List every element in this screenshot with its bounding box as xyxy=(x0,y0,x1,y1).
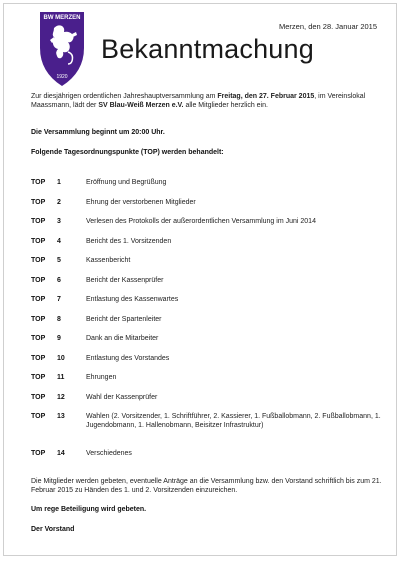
logo-text-top: BW MERZEN xyxy=(43,15,81,21)
closing-request: Um rege Beteiligung wird gebeten. xyxy=(31,506,147,513)
agenda-heading: Folgende Tagesordnungspunkte (TOP) werden behandelt: xyxy=(31,149,224,156)
motions-note: Die Mitglieder werden gebeten, eventuelle Anträge an die Versammlung bzw. den Vorstand schriftlich bis zum 21. Februar 2015 zu Händen des 1. und 2. Vorsitzenden einzureichen. xyxy=(31,478,382,494)
document-date: Merzen, den 28. Januar 2015 xyxy=(279,22,377,31)
signature: Der Vorstand xyxy=(31,526,75,533)
meeting-start-line: Die Versammlung beginnt um 20:00 Uhr. xyxy=(31,129,165,136)
club-logo xyxy=(38,8,86,88)
intro-paragraph: Zur diesjährigen ordentlichen Jahreshauptversammlung am Freitag, den 27. Februar 2015, im Vereinslokal Maassmann, lädt der SV Blau-Weiß Merzen e.V. alle Mitglieder herzlich ein. xyxy=(31,93,366,109)
logo-text-bottom: 1920 xyxy=(56,74,68,80)
page-title: Bekanntmachung xyxy=(101,34,314,64)
